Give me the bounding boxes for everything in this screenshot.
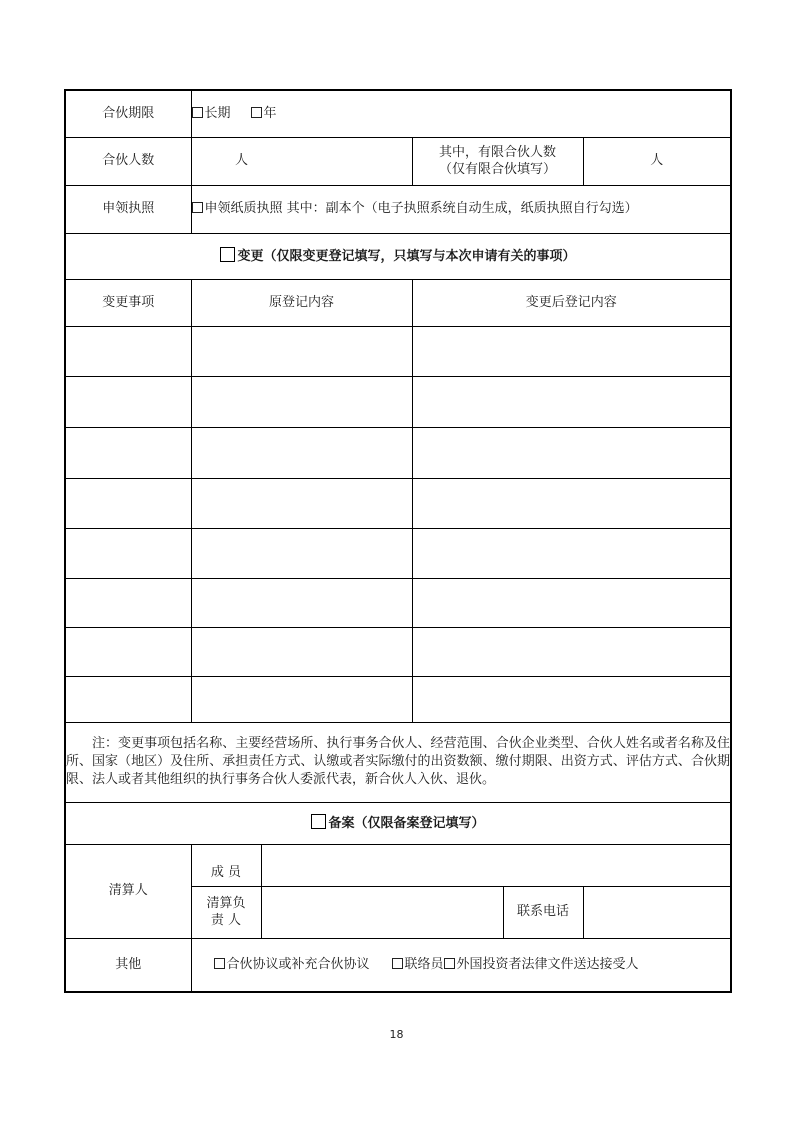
- page-number: 18: [389, 1028, 404, 1041]
- term-year-checkbox[interactable]: [251, 107, 262, 118]
- leader-label-line2: 责 人: [210, 912, 242, 928]
- partner-count-unit: 人: [234, 153, 248, 168]
- phone-field[interactable]: [583, 886, 731, 938]
- term-label: 合伙期限: [65, 90, 191, 137]
- other-options: [191, 938, 731, 992]
- change-original-cell[interactable]: [191, 478, 412, 528]
- change-new-cell[interactable]: [412, 326, 731, 376]
- filing-section-title: [65, 802, 731, 844]
- phone-label: 联系电话: [503, 886, 583, 938]
- change-header-row: [65, 279, 731, 326]
- liaison-label: 联络员: [404, 956, 444, 972]
- change-original-cell[interactable]: [191, 528, 412, 578]
- members-label-text: 成 员: [210, 865, 242, 880]
- limited-partner-label-line2: （仅有限合伙填写）: [438, 161, 556, 177]
- change-note-text: 注：变更事项包括名称、主要经营场所、执行事务合伙人、经营范围、合伙企业类型、合伙人姓名或者名称及住所、国家（地区）及住所、承担责任方式、认缴或者实际缴付的出资数额、缴付期限、出资方式、评估方式、合伙期限、法人或者其他组织的执行事务合伙人委派代表，新合伙人入伙、退伙。: [66, 736, 730, 787]
- other-label: 其他: [65, 938, 191, 992]
- change-row: [65, 376, 731, 427]
- limited-partner-label: [412, 137, 583, 185]
- change-item-cell[interactable]: [65, 676, 191, 722]
- foreign-recipient-checkbox[interactable]: [444, 958, 455, 969]
- change-item-cell[interactable]: [65, 376, 191, 427]
- registration-form-table: [64, 89, 732, 993]
- change-item-cell[interactable]: [65, 528, 191, 578]
- leader-field[interactable]: [261, 886, 503, 938]
- change-note-row: [65, 722, 731, 802]
- change-original-cell[interactable]: [191, 627, 412, 676]
- change-section-title-row: [65, 233, 731, 279]
- agreement-label: 合伙协议或补充合伙协议: [226, 956, 370, 972]
- filing-section-title-text: 备案（仅限备案登记填写）: [328, 815, 485, 831]
- change-item-cell[interactable]: [65, 478, 191, 528]
- agreement-checkbox[interactable]: [214, 958, 225, 969]
- partner-count-field[interactable]: [191, 137, 412, 185]
- change-row: [65, 676, 731, 722]
- change-item-cell[interactable]: [65, 427, 191, 478]
- term-year-label: 年: [263, 105, 277, 121]
- change-section-title: [65, 233, 731, 279]
- other-row: [65, 938, 731, 992]
- change-note: [65, 722, 731, 802]
- liquidator-members-row: [65, 844, 731, 886]
- members-label: [191, 844, 261, 886]
- partner-count-row: [65, 137, 731, 185]
- limited-partner-count-field[interactable]: [583, 137, 731, 185]
- license-row: [65, 185, 731, 233]
- partner-count-label: 合伙人数: [65, 137, 191, 185]
- change-original-cell[interactable]: [191, 427, 412, 478]
- change-header-original: 原登记内容: [191, 279, 412, 326]
- limited-partner-label-line1: 其中，有限合伙人数: [438, 144, 556, 160]
- term-options: [191, 90, 731, 137]
- filing-section-title-row: [65, 802, 731, 844]
- liaison-checkbox[interactable]: [392, 958, 403, 969]
- liquidator-label: 清算人: [65, 844, 191, 938]
- foreign-recipient-label: 外国投资者法律文件送达接受人: [456, 956, 639, 972]
- change-original-cell[interactable]: [191, 376, 412, 427]
- change-row: [65, 578, 731, 627]
- change-row: [65, 627, 731, 676]
- leader-label-line1: 清算负: [206, 895, 246, 911]
- limited-partner-unit: 人: [650, 153, 664, 168]
- change-item-cell[interactable]: [65, 578, 191, 627]
- change-new-cell[interactable]: [412, 478, 731, 528]
- term-long-checkbox[interactable]: [192, 107, 203, 118]
- license-text: 申领纸质执照 其中：副本个（电子执照系统自动生成，纸质执照自行勾选）: [204, 201, 638, 216]
- change-section-title-text: 变更（仅限变更登记填写，只填写与本次申请有关的事项）: [237, 248, 576, 264]
- license-label: 申领执照: [65, 185, 191, 233]
- change-new-cell[interactable]: [412, 427, 731, 478]
- change-row: [65, 427, 731, 478]
- change-row: [65, 326, 731, 376]
- change-row: [65, 528, 731, 578]
- change-header-new: 变更后登记内容: [412, 279, 731, 326]
- change-item-cell[interactable]: [65, 627, 191, 676]
- change-new-cell[interactable]: [412, 376, 731, 427]
- term-long-label: 长期: [204, 105, 231, 121]
- change-new-cell[interactable]: [412, 676, 731, 722]
- filing-section-checkbox[interactable]: [311, 814, 326, 829]
- change-item-cell[interactable]: [65, 326, 191, 376]
- change-new-cell[interactable]: [412, 627, 731, 676]
- change-section-checkbox[interactable]: [220, 247, 235, 262]
- members-field[interactable]: [261, 844, 731, 886]
- change-original-cell[interactable]: [191, 676, 412, 722]
- leader-label: [191, 886, 261, 938]
- license-paper-checkbox[interactable]: [192, 202, 203, 213]
- term-row: [65, 90, 731, 137]
- change-new-cell[interactable]: [412, 528, 731, 578]
- change-original-cell[interactable]: [191, 326, 412, 376]
- license-options: [191, 185, 731, 233]
- change-new-cell[interactable]: [412, 578, 731, 627]
- change-row: [65, 478, 731, 528]
- change-original-cell[interactable]: [191, 578, 412, 627]
- change-header-item: 变更事项: [65, 279, 191, 326]
